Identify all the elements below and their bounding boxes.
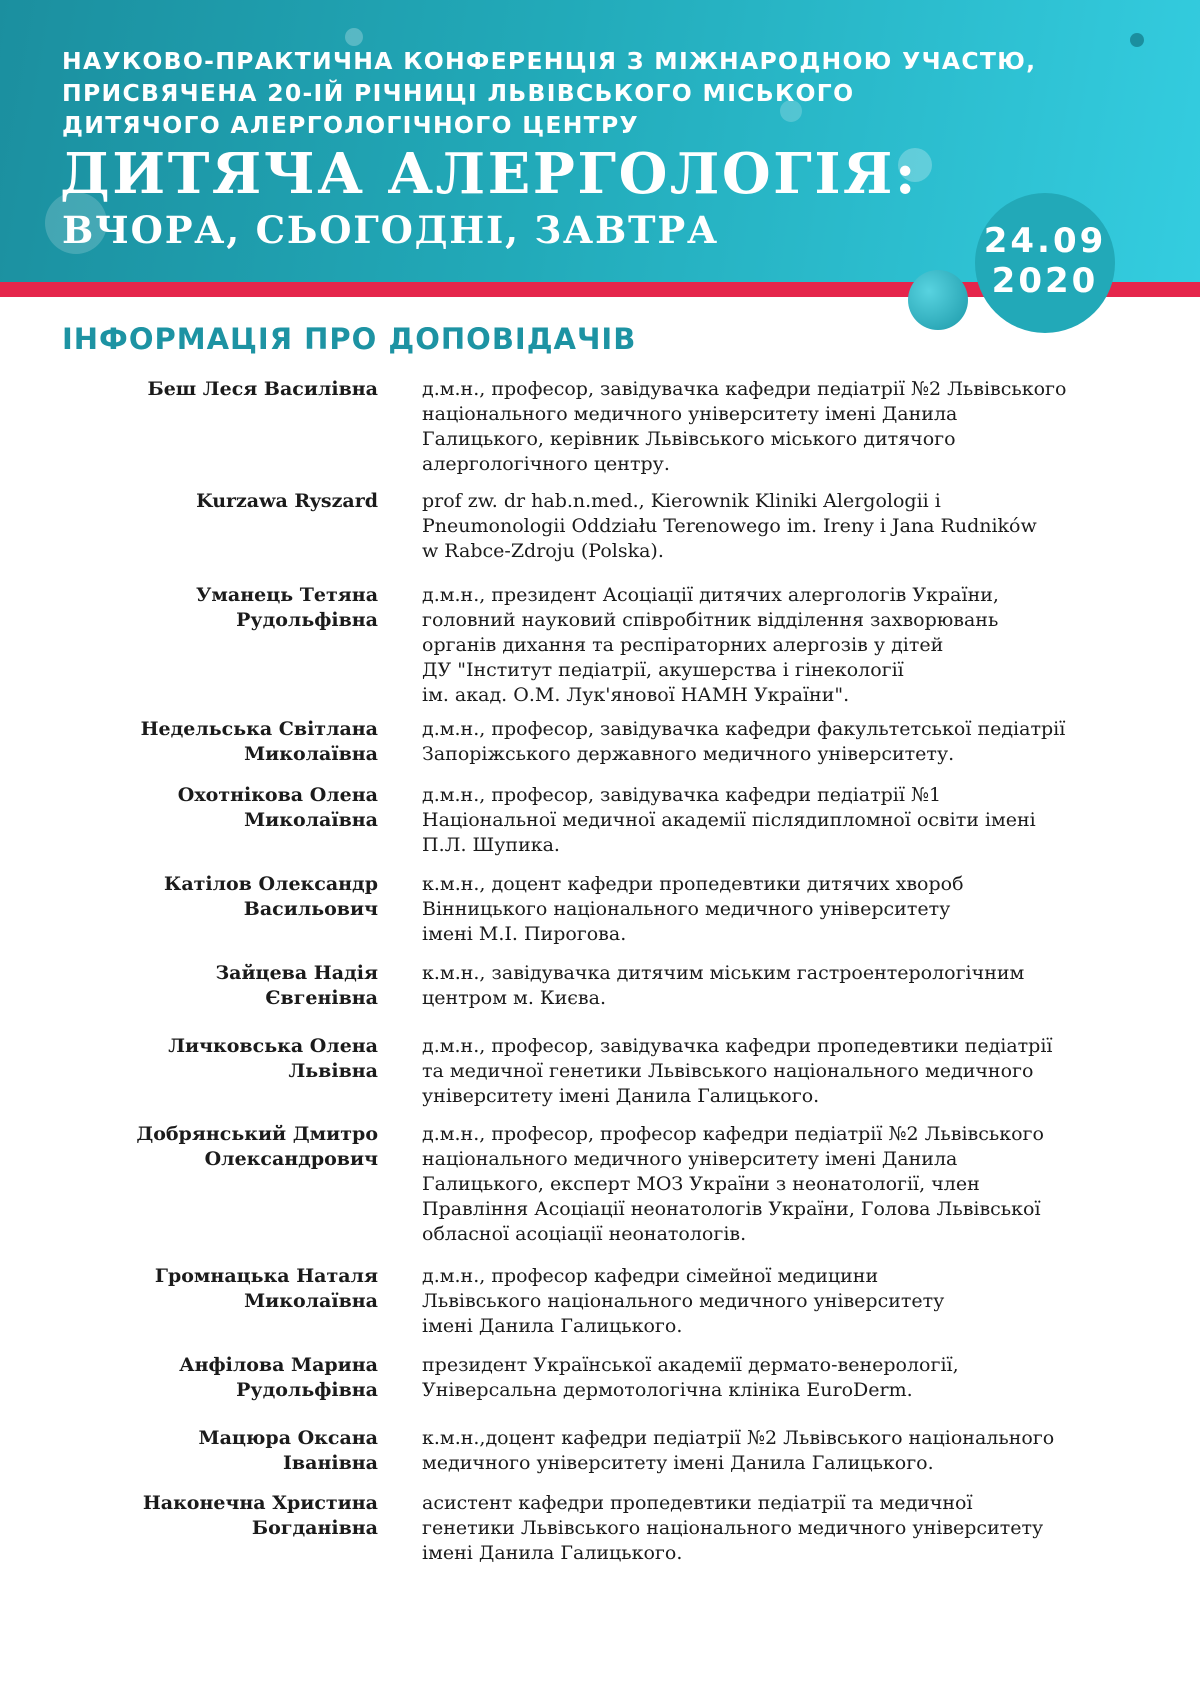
speaker-name: Личковська Олена Львівна	[168, 1035, 378, 1082]
speaker-row	[0, 872, 1200, 961]
speaker-name: Kurzawa Ryszard	[196, 490, 378, 512]
speaker-description: к.м.н.,доцент кафедри педіатрії №2 Львівського національного медичного університету імені Данила Галицького.	[422, 1427, 1055, 1474]
speaker-description: д.м.н., професор, завідувачка кафедри пропедевтики педіатрії та медичної генетики Львівського національного медичного університету імені Данила Галицького.	[422, 1035, 1053, 1107]
speaker-row	[0, 717, 1200, 783]
speakers-list	[0, 377, 1200, 1579]
speaker-name: Зайцева Надія Євгенівна	[215, 962, 378, 1009]
subtitle-line: ПРИСВЯЧЕНА 20-ІЙ РІЧНИЦІ ЛЬВІВСЬКОГО МІСЬКОГО	[62, 79, 855, 107]
speaker-row	[0, 583, 1200, 717]
date-day: 24.09	[983, 221, 1107, 261]
speaker-description: prof zw. dr hab.n.med., Kierownik Kliniki Alergologii i Pneumonologii Oddziału Terenowego im. Ireny i Jana Rudników w Rabce-Zdroju (Polska).	[422, 490, 1037, 562]
speaker-description: д.м.н., професор, професор кафедри педіатрії №2 Львівського національного медичного університету імені Данила Галицького, експерт МОЗ України з неонатології, член Правління Асоціації неонатологів України, Голова Львівської обласної асоціації неонатологів.	[422, 1123, 1044, 1245]
speaker-description: д.м.н., професор, завідувачка кафедри педіатрії №1 Національної медичної академії післядипломної освіти імені П.Л. Шупика.	[422, 784, 1036, 856]
speaker-name: Громнацька Наталя Миколаївна	[154, 1265, 378, 1312]
subtitle-line: ДИТЯЧОГО АЛЕРГОЛОГІЧНОГО ЦЕНТРУ	[62, 111, 639, 139]
section-title: ІНФОРМАЦІЯ ПРО ДОПОВІДАЧІВ	[62, 322, 637, 356]
speaker-description: к.м.н., завідувачка дитячим міським гастроентерологічним центром м. Києва.	[422, 962, 1025, 1009]
speaker-name: Мацюра Оксана Іванівна	[198, 1427, 378, 1474]
decorative-bubble	[1130, 33, 1144, 47]
speaker-name: Анфілова Марина Рудольфівна	[179, 1354, 378, 1401]
speaker-row	[0, 961, 1200, 1034]
speaker-row	[0, 1034, 1200, 1122]
date-badge	[975, 193, 1115, 333]
speaker-row	[0, 783, 1200, 872]
decorative-bubble	[345, 28, 363, 46]
speaker-description: асистент кафедри пропедевтики педіатрії та медичної генетики Львівського національного медичного університету імені Данила Галицького.	[422, 1492, 1044, 1564]
subtitle-line: НАУКОВО-ПРАКТИЧНА КОНФЕРЕНЦІЯ З МІЖНАРОДНОЮ УЧАСТЮ,	[62, 47, 1037, 75]
speaker-row	[0, 489, 1200, 583]
speaker-name: Недельська Світлана Миколаївна	[140, 718, 378, 765]
conference-subtitle	[62, 45, 1112, 141]
speaker-row	[0, 1122, 1200, 1264]
speaker-name: Охотнікова Олена Миколаївна	[177, 784, 378, 831]
speaker-name: Добрянський Дмитро Олександрович	[136, 1123, 378, 1170]
speaker-row	[0, 1264, 1200, 1353]
decorative-ball	[908, 270, 968, 330]
speaker-description: к.м.н., доцент кафедри пропедевтики дитячих хвороб Вінницького національного медичного університету імені М.І. Пирогова.	[422, 873, 964, 945]
speaker-description: д.м.н., професор, завідувачка кафедри факультетської педіатрії Запоріжського державного медичного університету.	[422, 718, 1066, 765]
speaker-name: Наконечна Христина Богданівна	[142, 1492, 378, 1539]
date-year: 2020	[991, 261, 1099, 301]
speaker-description: президент Української академії дермато-венерології, Універсальна дермотологічна клініка EuroDerm.	[422, 1354, 959, 1401]
speaker-row	[0, 1491, 1200, 1579]
speaker-row	[0, 1426, 1200, 1491]
speaker-name: Уманець Тетяна Рудольфівна	[195, 584, 378, 631]
speaker-row	[0, 1353, 1200, 1426]
speaker-description: д.м.н., професор, завідувачка кафедри педіатрії №2 Львівського національного медичного університету імені Данила Галицького, керівник Львівського міського дитячого алергологічного центру.	[422, 378, 1067, 475]
speaker-description: д.м.н., професор кафедри сімейної медицини Львівського національного медичного університету імені Данила Галицького.	[422, 1265, 945, 1337]
speaker-name: Катілов Олександр Васильович	[164, 873, 378, 920]
speaker-row	[0, 377, 1200, 489]
speaker-name: Беш Леся Василівна	[147, 378, 378, 400]
conference-title-sub: ВЧОРА, СЬОГОДНІ, ЗАВТРА	[62, 208, 719, 252]
conference-title: ДИТЯЧА АЛЕРГОЛОГІЯ:	[60, 141, 919, 207]
speaker-description: д.м.н., президент Асоціації дитячих алергологів України, головний науковий співробітник відділення захворювань органів дихання та респіраторних алергозів у дітей ДУ "Інститут педіатрії, акушерства і гінекології ім. акад. О.М. Лук'янової НАМН України".	[422, 584, 999, 706]
